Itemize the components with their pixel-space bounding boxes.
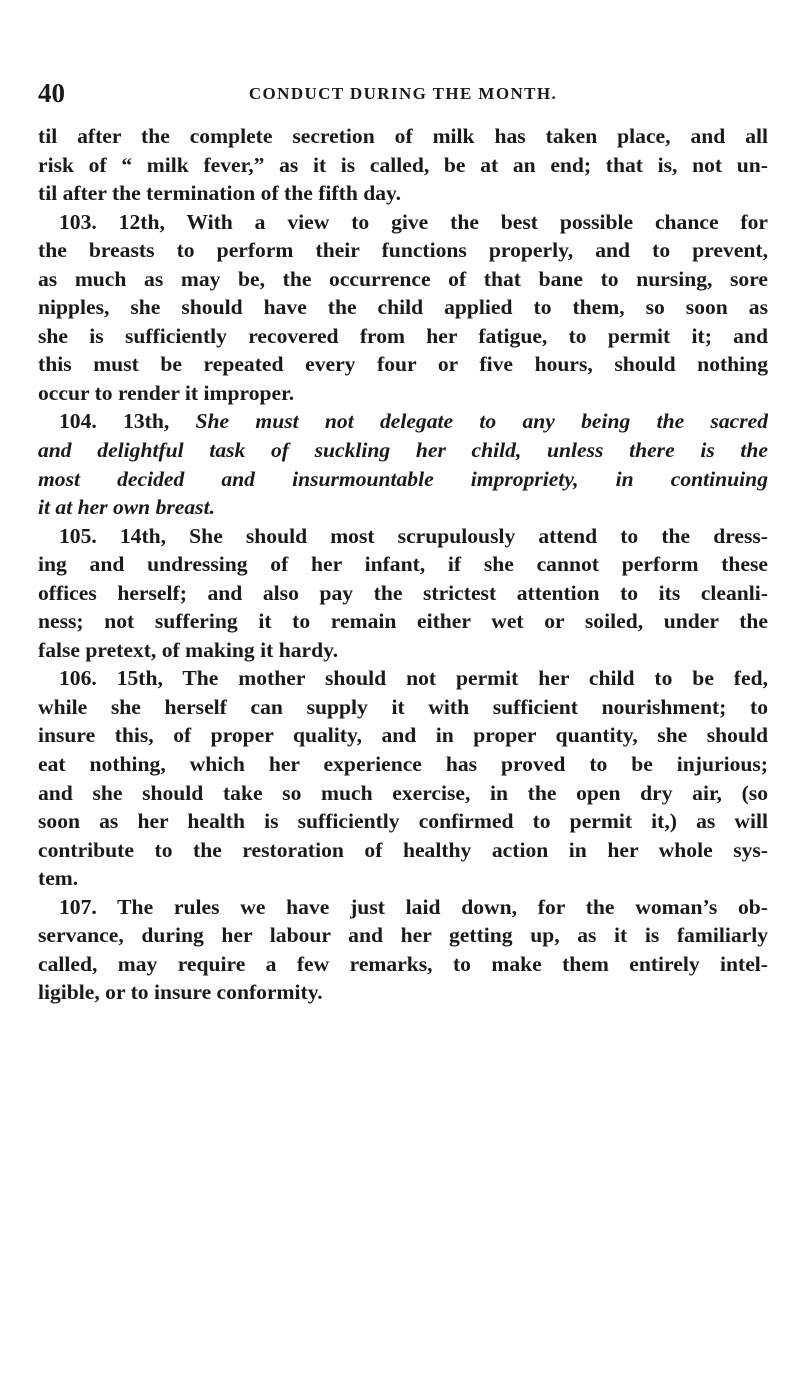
text-line: til after the complete secretion of milk has taken place, and all xyxy=(38,124,768,148)
text-line: tem. xyxy=(38,866,79,891)
text-line: called, may require a few remarks, to make them entirely intel- xyxy=(38,951,768,976)
paragraph-104-start xyxy=(38,407,768,436)
text-line: eat nothing, which her experience has proved to be injurious; xyxy=(38,752,768,777)
text-line: as much as may be, the occurrence of that bane to nursing, sore xyxy=(38,266,768,291)
body-text xyxy=(38,122,768,1007)
text-line: risk of “ milk fever,” as it is called, be at an end; that is, not un- xyxy=(38,152,768,177)
page-header xyxy=(38,78,768,108)
text-line: ness; not suffering it to remain either wet or soiled, under the xyxy=(38,609,768,634)
text-line: servance, during her labour and her getting up, as it is familiarly xyxy=(38,923,768,948)
page-number: 40 xyxy=(38,78,65,108)
text-line: offices herself; and also pay the strictest attention to its cleanli- xyxy=(38,580,768,605)
text-line: soon as her health is sufficiently confirmed to permit it,) as will xyxy=(38,809,768,834)
paragraph-105-start: 105. 14th, She should most scrupulously attend to the dress- xyxy=(59,523,768,548)
text-line: the breasts to perform their functions properly, and to prevent, xyxy=(38,238,768,263)
text-line: ligible, or to insure conformity. xyxy=(38,980,323,1005)
text-line: nipples, she should have the child applied to them, so soon as xyxy=(38,295,768,320)
text-line: occur to render it improper. xyxy=(38,380,295,405)
paragraph-107-start: 107. The rules we have just laid down, for the woman’s ob- xyxy=(59,894,768,919)
text-line: til after the termination of the fifth day. xyxy=(38,181,402,206)
text-line: and she should take so much exercise, in the open dry air, (so xyxy=(38,780,768,805)
text-line: ing and undressing of her infant, if she cannot perform these xyxy=(38,552,768,577)
text-line: she is sufficiently recovered from her fatigue, to permit it; and xyxy=(38,323,768,348)
text-line: this must be repeated every four or five hours, should nothing xyxy=(38,352,768,377)
text-line: and delightful task of suckling her child, unless there is the xyxy=(38,438,768,463)
text-line: false pretext, of making it hardy. xyxy=(38,637,339,662)
paragraph-104-number: 104. 13th, xyxy=(59,409,196,434)
text-line: contribute to the restoration of healthy action in her whole sys- xyxy=(38,837,768,862)
text-line: most decided and insurmountable impropriety, in continuing xyxy=(38,466,768,491)
running-head: CONDUCT DURING THE MONTH. xyxy=(248,84,558,103)
text-line: insure this, of proper quality, and in proper quantity, she should xyxy=(38,723,768,748)
text-line: it at her own breast. xyxy=(38,495,215,520)
text-line: while she herself can supply it with sufficient nourishment; to xyxy=(38,694,768,719)
paragraph-103-start: 103. 12th, With a view to give the best possible chance for xyxy=(59,209,768,234)
paragraph-104-italic: She must not delegate to any being the sacred xyxy=(195,409,768,434)
paragraph-106-start: 106. 15th, The mother should not permit her child to be fed, xyxy=(59,666,768,691)
